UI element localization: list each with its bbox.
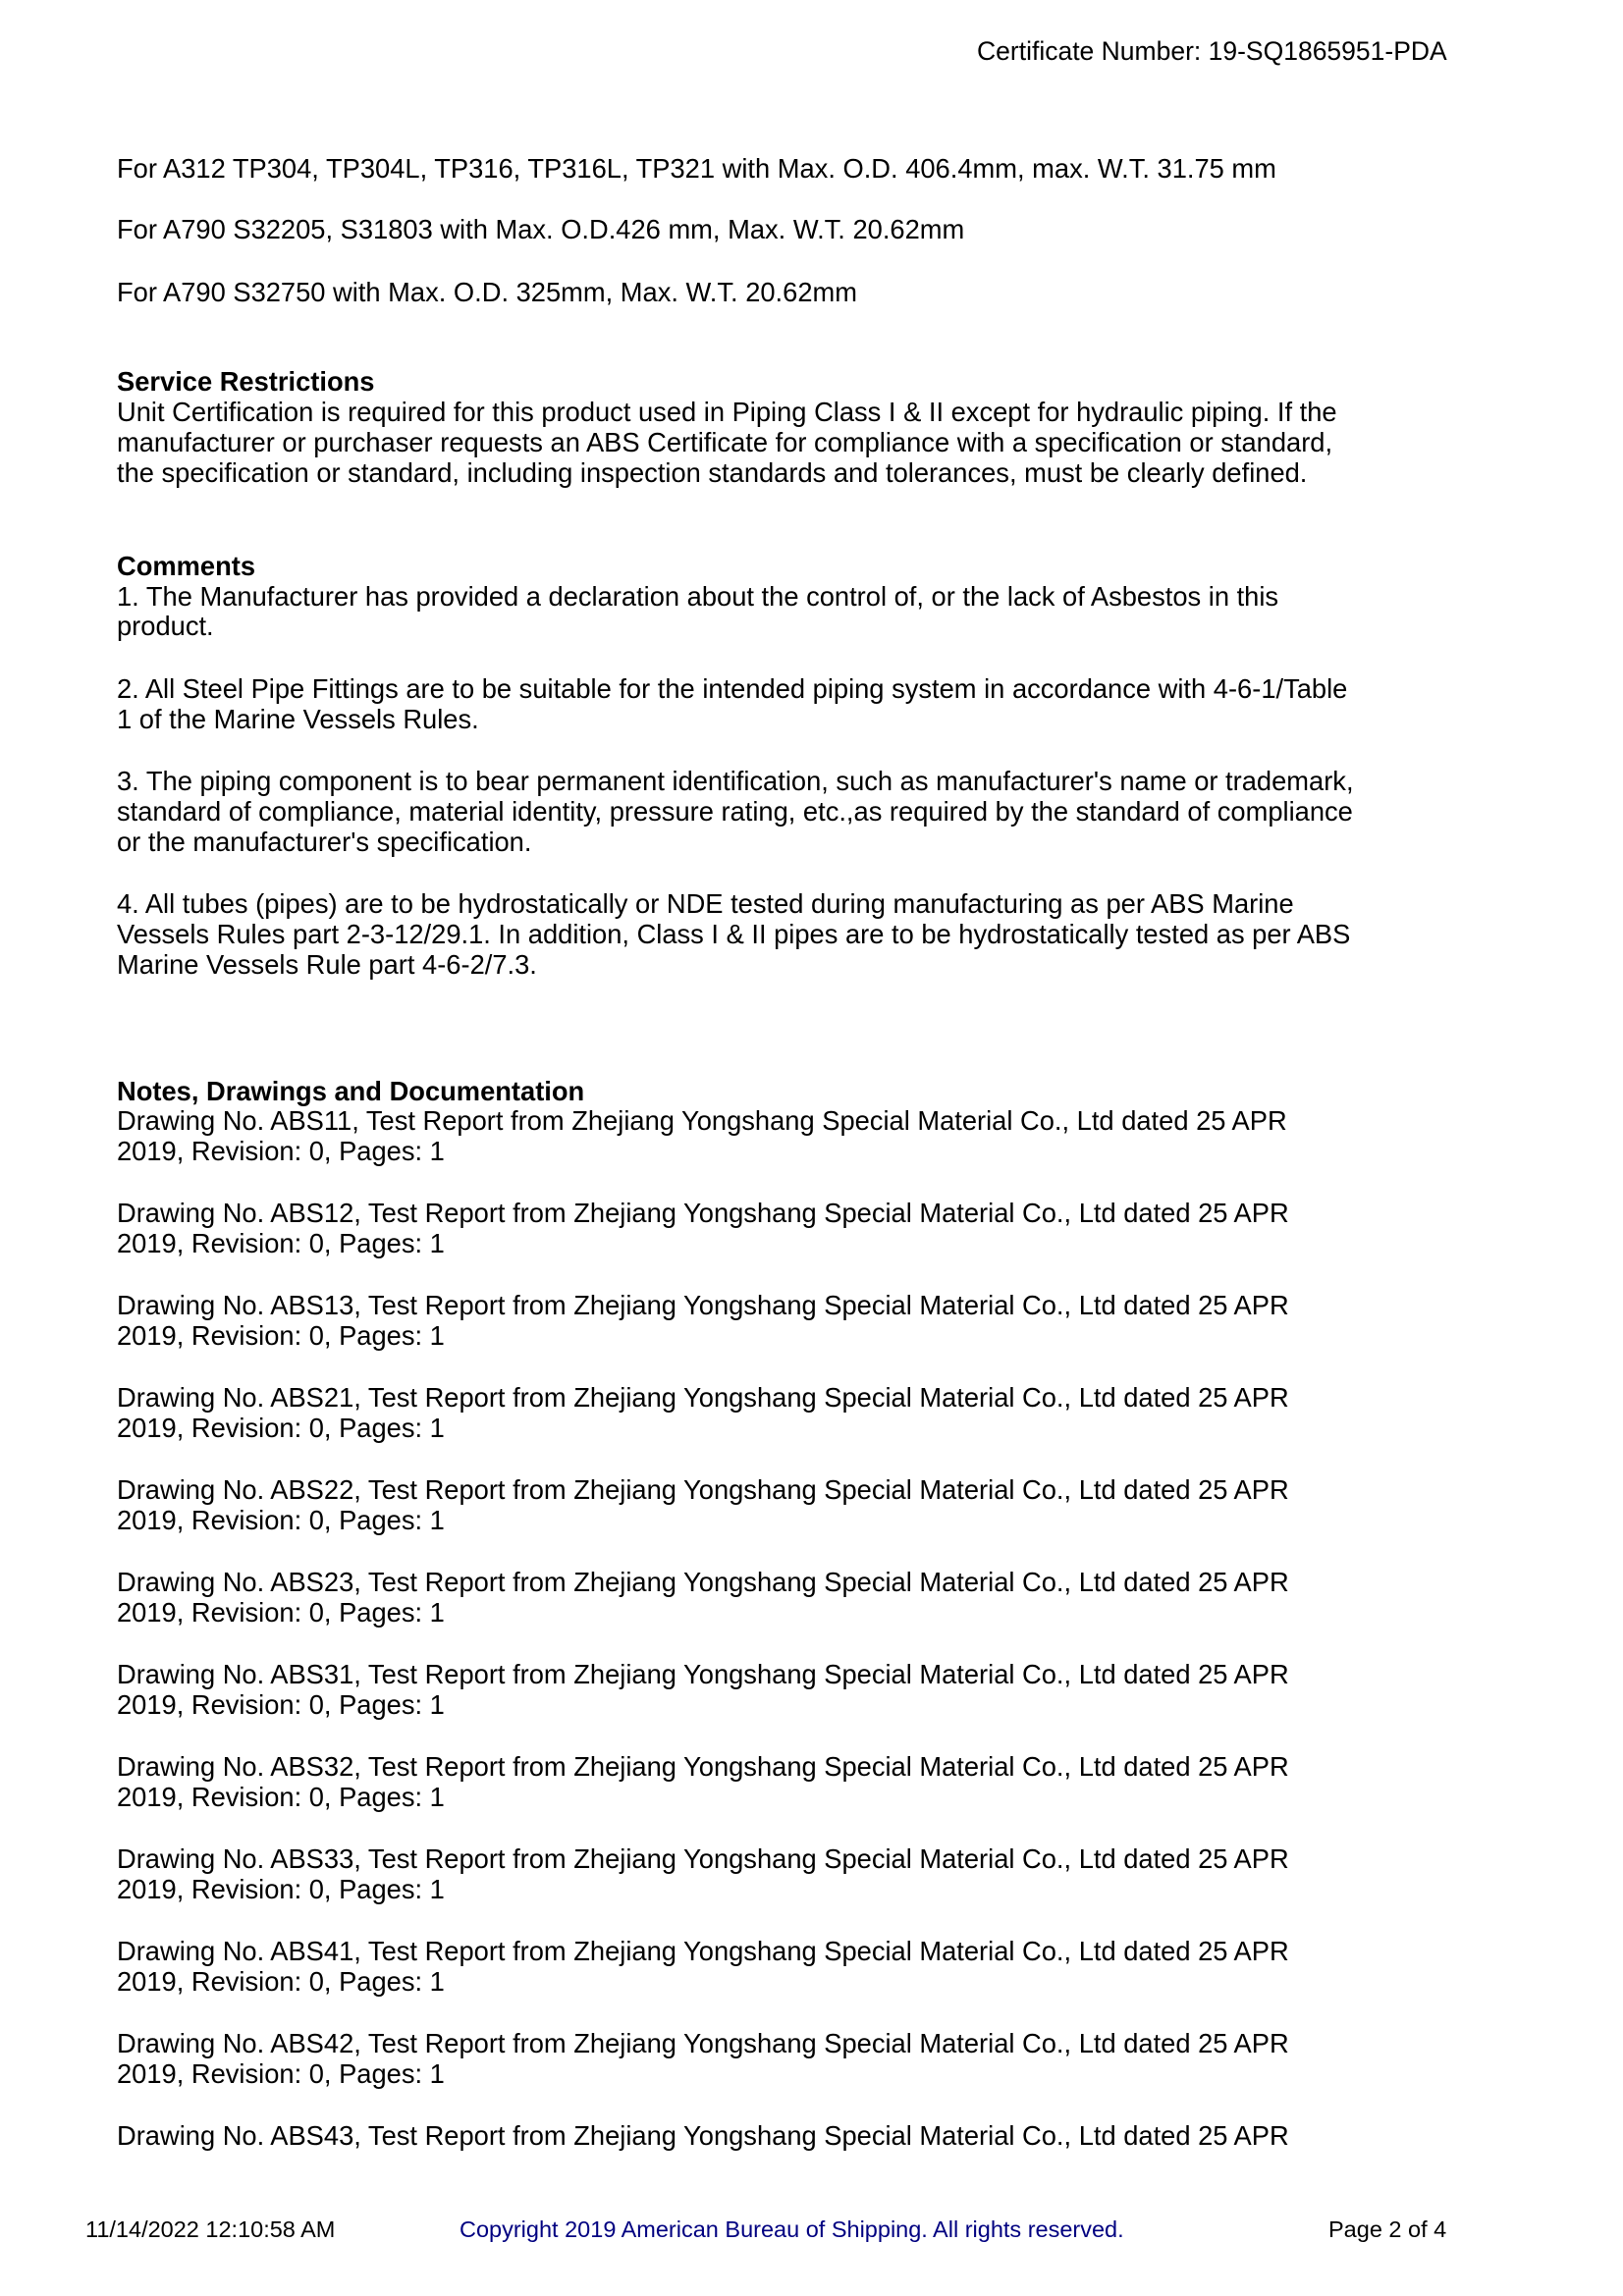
comment-item: product.	[117, 611, 214, 641]
drawing-entry: Drawing No. ABS42, Test Report from Zhejiang Yongshang Special Material Co., Ltd dated 25 APR	[117, 2028, 1289, 2058]
service-restrictions-text: manufacturer or purchaser requests an ABS Certificate for compliance with a specification or standard,	[117, 427, 1333, 457]
comment-item: 1. The Manufacturer has provided a declaration about the control of, or the lack of Asbestos in this	[117, 581, 1279, 612]
service-restrictions-text: the specification or standard, including inspection standards and tolerances, must be clearly defined.	[117, 457, 1308, 488]
drawing-entry: 2019, Revision: 0, Pages: 1	[117, 2058, 445, 2089]
comment-item: Marine Vessels Rule part 4-6-2/7.3.	[117, 949, 537, 980]
drawing-entry: Drawing No. ABS21, Test Report from Zhejiang Yongshang Special Material Co., Ltd dated 25 APR	[117, 1382, 1289, 1413]
drawing-entry: 2019, Revision: 0, Pages: 1	[117, 1966, 445, 1997]
drawing-entry: Drawing No. ABS41, Test Report from Zhejiang Yongshang Special Material Co., Ltd dated 25 APR	[117, 1936, 1289, 1966]
drawing-entry: 2019, Revision: 0, Pages: 1	[117, 1505, 445, 1535]
drawing-entry: Drawing No. ABS22, Test Report from Zhejiang Yongshang Special Material Co., Ltd dated 25 APR	[117, 1474, 1289, 1505]
certificate-number: Certificate Number: 19-SQ1865951-PDA	[977, 36, 1447, 66]
comments-heading: Comments	[117, 551, 256, 581]
footer-page-number: Page 2 of 4	[1328, 2216, 1447, 2242]
drawing-entry: Drawing No. ABS31, Test Report from Zhejiang Yongshang Special Material Co., Ltd dated 25 APR	[117, 1659, 1289, 1689]
comment-item: 2. All Steel Pipe Fittings are to be suitable for the intended piping system in accordance with 4-6-1/Table	[117, 673, 1348, 704]
drawing-entry: 2019, Revision: 0, Pages: 1	[117, 1228, 445, 1258]
scope-line: For A790 S32205, S31803 with Max. O.D.426 mm, Max. W.T. 20.62mm	[117, 214, 965, 244]
service-restrictions-text: Unit Certification is required for this product used in Piping Class I & II except for hydraulic piping. If the	[117, 397, 1337, 427]
drawing-entry: Drawing No. ABS11, Test Report from Zhejiang Yongshang Special Material Co., Ltd dated 25 APR	[117, 1105, 1287, 1136]
drawing-entry: 2019, Revision: 0, Pages: 1	[117, 1136, 445, 1166]
drawing-entry: Drawing No. ABS13, Test Report from Zhejiang Yongshang Special Material Co., Ltd dated 25 APR	[117, 1290, 1289, 1320]
scope-line: For A790 S32750 with Max. O.D. 325mm, Max. W.T. 20.62mm	[117, 277, 857, 307]
drawing-entry: Drawing No. ABS23, Test Report from Zhejiang Yongshang Special Material Co., Ltd dated 25 APR	[117, 1567, 1289, 1597]
drawing-entry: Drawing No. ABS33, Test Report from Zhejiang Yongshang Special Material Co., Ltd dated 25 APR	[117, 1843, 1289, 1874]
comment-item: standard of compliance, material identity, pressure rating, etc.,as required by the standard of compliance	[117, 796, 1353, 827]
service-restrictions-heading: Service Restrictions	[117, 366, 375, 397]
drawing-entry: 2019, Revision: 0, Pages: 1	[117, 1320, 445, 1351]
drawing-entry: 2019, Revision: 0, Pages: 1	[117, 1782, 445, 1812]
scope-line: For A312 TP304, TP304L, TP316, TP316L, TP321 with Max. O.D. 406.4mm, max. W.T. 31.75 mm	[117, 153, 1276, 184]
drawing-entry: Drawing No. ABS43, Test Report from Zhejiang Yongshang Special Material Co., Ltd dated 25 APR	[117, 2120, 1289, 2151]
drawing-entry: Drawing No. ABS12, Test Report from Zhejiang Yongshang Special Material Co., Ltd dated 25 APR	[117, 1198, 1289, 1228]
drawing-entry: 2019, Revision: 0, Pages: 1	[117, 1874, 445, 1904]
comment-item: or the manufacturer's specification.	[117, 827, 532, 857]
drawing-entry: 2019, Revision: 0, Pages: 1	[117, 1689, 445, 1720]
comment-item: 3. The piping component is to bear permanent identification, such as manufacturer's name or trademark,	[117, 766, 1354, 796]
comment-item: Vessels Rules part 2-3-12/29.1. In addition, Class I & II pipes are to be hydrostatically tested as per ABS	[117, 919, 1351, 949]
comment-item: 1 of the Marine Vessels Rules.	[117, 704, 479, 734]
drawing-entry: 2019, Revision: 0, Pages: 1	[117, 1597, 445, 1628]
drawing-entry: 2019, Revision: 0, Pages: 1	[117, 1413, 445, 1443]
drawing-entry: Drawing No. ABS32, Test Report from Zhejiang Yongshang Special Material Co., Ltd dated 25 APR	[117, 1751, 1289, 1782]
footer-copyright: Copyright 2019 American Bureau of Shipping. All rights reserved.	[460, 2216, 1124, 2242]
footer-timestamp: 11/14/2022 12:10:58 AM	[85, 2216, 336, 2242]
comment-item: 4. All tubes (pipes) are to be hydrostatically or NDE tested during manufacturing as per ABS Marine	[117, 888, 1294, 919]
notes-heading: Notes, Drawings and Documentation	[117, 1076, 585, 1106]
